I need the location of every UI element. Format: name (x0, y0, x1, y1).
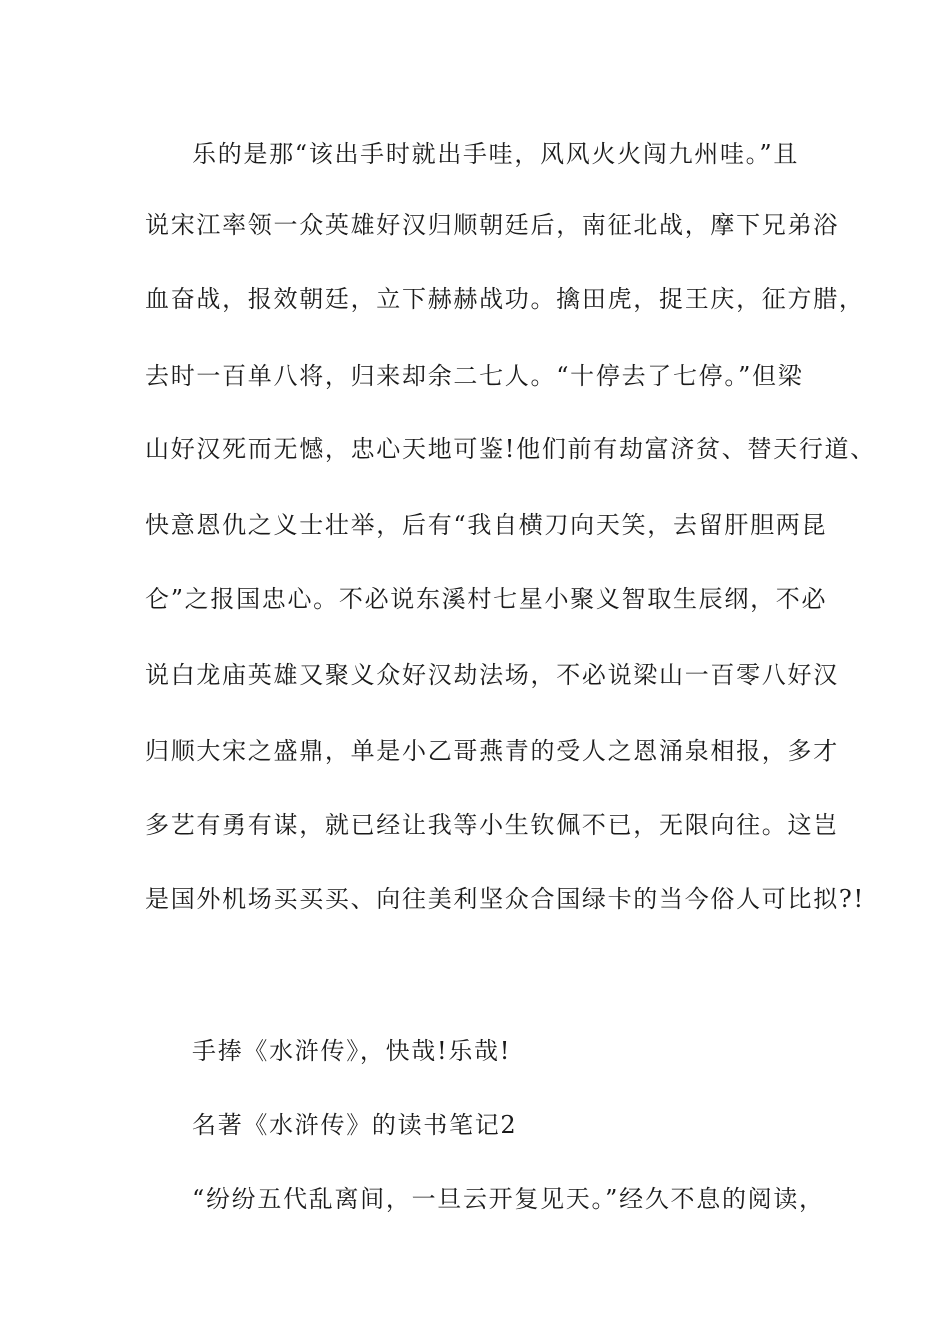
paragraph-1-line-11: 是国外机场买买买、向往美利坚众合国绿卡的当今俗人可比拟?! (145, 885, 865, 913)
paragraph-1-line-3: 血奋战，报效朝廷，立下赫赫战功。擒田虎，捉王庆，征方腊， (145, 285, 865, 313)
paragraph-1-line-9: 归顺大宋之盛鼎，单是小乙哥燕青的受人之恩涌泉相报，多才 (145, 737, 839, 765)
closing-line: 手捧《水浒传》，快哉!乐哉! (192, 1037, 512, 1065)
paragraph-1-line-4: 去时一百单八将，归来却余二七人。“十停去了七停。”但梁 (145, 362, 804, 390)
paragraph-1-line-5: 山好汉死而无憾，忠心天地可鉴!他们前有劫富济贫、替天行道、 (145, 435, 876, 463)
paragraph-1-line-1: 乐的是那“该出手时就出手哇，风风火火闯九州哇。”且 (192, 140, 800, 168)
paragraph-1-line-10: 多艺有勇有谋，就已经让我等小生钦佩不已，无限向往。这岂 (145, 811, 839, 839)
paragraph-2-line-1: “纷纷五代乱离间，一旦云开复见天。”经久不息的阅读， (192, 1185, 825, 1213)
section-title: 名著《水浒传》的读书笔记2 (192, 1111, 518, 1139)
paragraph-1-line-7: 仑”之报国忠心。不必说东溪村七星小聚义智取生辰纲，不必 (145, 585, 828, 613)
paragraph-1-line-2: 说宋江率领一众英雄好汉归顺朝廷后，南征北战，摩下兄弟浴 (145, 211, 839, 239)
paragraph-1-line-6: 快意恩仇之义士壮举，后有“我自横刀向天笑，去留肝胆两昆 (145, 511, 828, 539)
paragraph-1-line-8: 说白龙庙英雄又聚义众好汉劫法场，不必说梁山一百零八好汉 (145, 661, 839, 689)
